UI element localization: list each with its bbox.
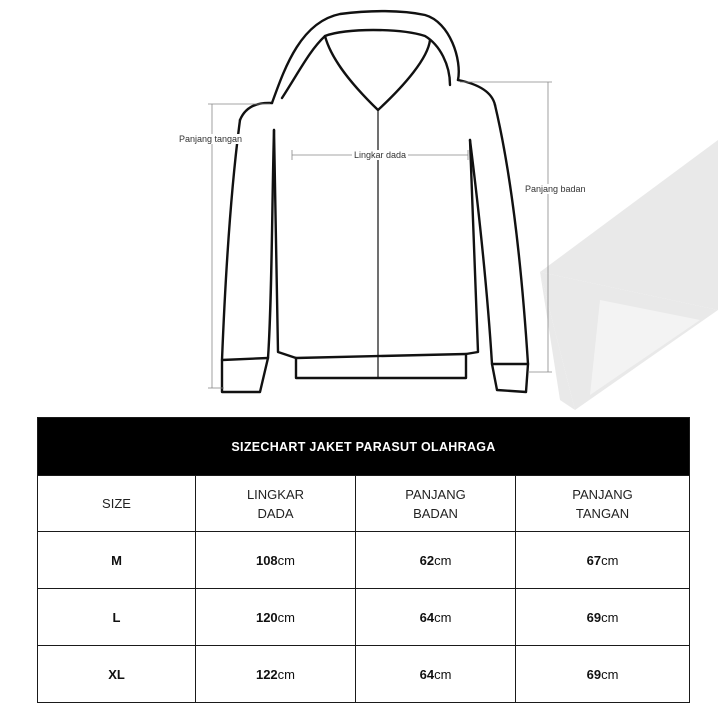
size-cell: L bbox=[38, 589, 196, 646]
lingkar-dada-cell: 122cm bbox=[196, 646, 356, 703]
panjang-badan-cell: 64cm bbox=[356, 589, 516, 646]
title-row bbox=[38, 418, 690, 476]
header-panjang-tangan: PANJANG TANGAN bbox=[516, 476, 690, 532]
hood-inner bbox=[282, 30, 450, 98]
triangle-logo-icon bbox=[540, 140, 718, 410]
header-size: SIZE bbox=[38, 476, 196, 532]
panjang-badan-cell: 64cm bbox=[356, 646, 516, 703]
lingkar-dada-label: Lingkar dada bbox=[354, 150, 407, 160]
header-lingkar-dada: LINGKAR DADA bbox=[196, 476, 356, 532]
panjang-badan-cell: 62cm bbox=[356, 532, 516, 589]
table-row bbox=[38, 532, 690, 589]
panjang-tangan-cell: 67cm bbox=[516, 532, 690, 589]
body-outline bbox=[274, 130, 478, 378]
panjang-tangan-label: Panjang tangan bbox=[179, 134, 243, 144]
table-row bbox=[38, 589, 690, 646]
header-panjang-badan: PANJANG BADAN bbox=[356, 476, 516, 532]
size-cell: XL bbox=[38, 646, 196, 703]
panjang-tangan-cell: 69cm bbox=[516, 646, 690, 703]
left-shoulder bbox=[240, 103, 272, 120]
header-row bbox=[38, 476, 690, 532]
table-title: SIZECHART JAKET PARASUT OLAHRAGA bbox=[38, 418, 690, 476]
hood-outline bbox=[272, 11, 459, 103]
size-chart-table bbox=[37, 417, 690, 703]
lingkar-dada-cell: 120cm bbox=[196, 589, 356, 646]
left-sleeve bbox=[222, 120, 274, 392]
panjang-badan-label: Panjang badan bbox=[525, 184, 586, 194]
right-shoulder bbox=[458, 80, 495, 105]
table-row bbox=[38, 646, 690, 703]
panjang-tangan-cell: 69cm bbox=[516, 589, 690, 646]
lingkar-dada-cell: 108cm bbox=[196, 532, 356, 589]
size-cell: M bbox=[38, 532, 196, 589]
